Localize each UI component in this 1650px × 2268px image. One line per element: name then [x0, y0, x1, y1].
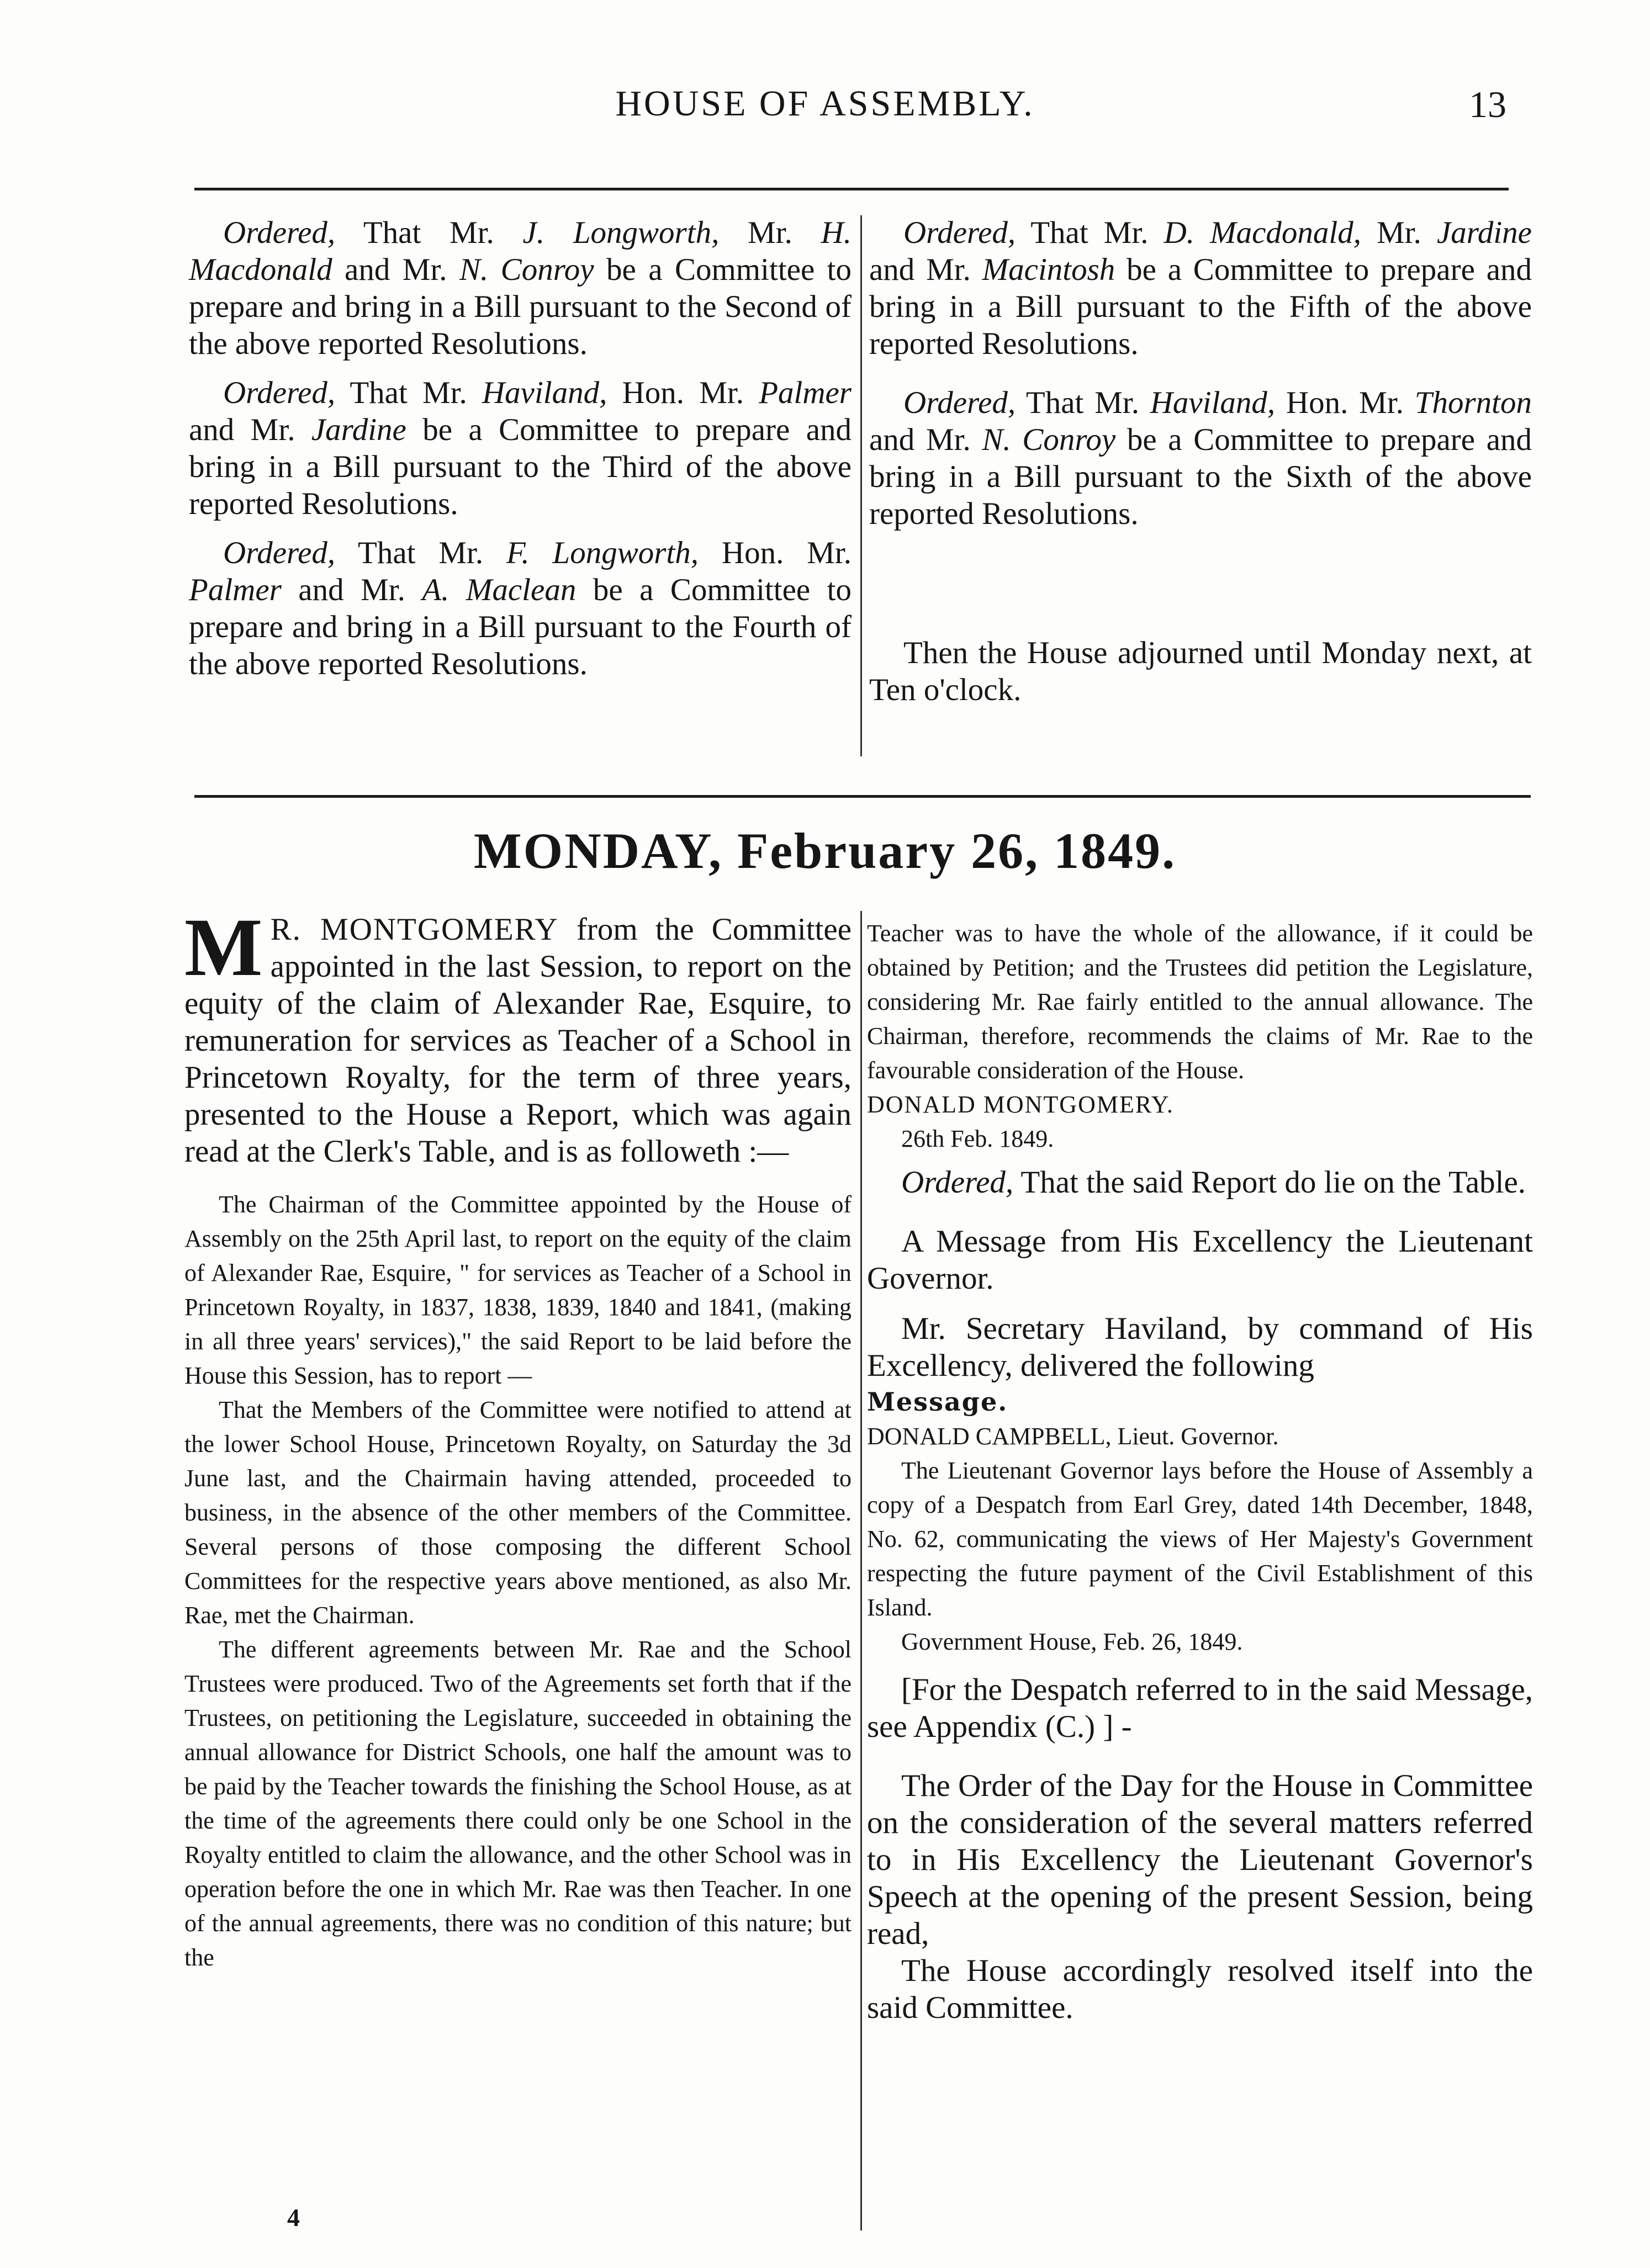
ordered-lie-on-table: Ordered, That the said Report do lie on the Table. — [901, 1165, 1526, 1200]
header-rule — [194, 188, 1509, 190]
message-body: The Lieutenant Governor lays before the House of Assembly a copy of a Despatch from Earl Grey, dated 14th December, 1848, No. 62, communicating the views of Her Majesty's Government respecting the future payment of the Civil Establishment of this Island. — [867, 1457, 1533, 1621]
page-number: 13 — [1469, 83, 1506, 125]
message-intro: A Message from His Excellency the Lieutenant Governor. — [867, 1224, 1533, 1296]
top-left-column — [189, 214, 852, 682]
report-paragraph: The different agreements between Mr. Rae and the School Trustees were produced. Two of the Agreements set forth that if the Trustees, on petitioning the Legislature, succeeded in obtaining the annual allowance for District Schools, one half the amount was to be paid by the Teacher towards the finishing the School House, as at the time of the agreements there could only be one School in the Royalty entitled to claim the allowance, and the other School was in operation before the one in which Mr. Rae was then Teacher. In one of the annual agreements, there was no condition of this nature; but the — [184, 1636, 852, 1971]
governor-line: DONALD CAMPBELL, Lieut. Governor. — [867, 1423, 1279, 1450]
government-house-date: Government House, Feb. 26, 1849. — [901, 1628, 1243, 1655]
report-paragraph: The Chairman of the Committee appointed by the House of Assembly on the 25th April last, to report on the equity of the claim of Alexander Rae, Esquire, " for services as Teacher of a School in Princetown Royalty, in 1837, 1838, 1839, 1840 and 1841, (making in all three years' services)," the said Report to be laid before the House this Session, has to report — — [184, 1191, 852, 1389]
lower-right-column — [867, 916, 1533, 2026]
report-continuation: Teacher was to have the whole of the allowance, if it could be obtained by Petition; and the Trustees did petition the Legislature, considering Mr. Rae fairly entitled to the annual allowance. The Chairman, therefore, recommends the claims of Mr. Rae to the favourable consideration of the House. — [867, 920, 1533, 1084]
column-divider — [860, 911, 862, 2230]
signature-mark: 4 — [287, 2203, 300, 2232]
order-paragraph: Ordered, That Mr. D. Macdonald, Mr. Jardine and Mr. Macintosh be a Committee to prepare and bring in a Bill pursuant to the Fifth of the above reported Resolutions. — [869, 215, 1532, 361]
order-paragraph: Ordered, That Mr. F. Longworth, Hon. Mr. Palmer and Mr. A. Maclean be a Committee to prepare and bring in a Bill pursuant to the Fourth of the above reported Resolutions. — [189, 536, 852, 681]
message-heading: Message. — [867, 1387, 1008, 1417]
section-rule — [194, 795, 1531, 798]
report-date: 26th Feb. 1849. — [901, 1125, 1054, 1152]
top-right-column — [869, 214, 1532, 708]
running-head: HOUSE OF ASSEMBLY. — [615, 83, 1035, 124]
resolved-into-committee: The House accordingly resolved itself into the said Committee. — [867, 1953, 1533, 2025]
column-divider — [860, 215, 862, 756]
despatch-note: [For the Despatch referred to in the said Message, see Appendix (C.) ] - — [867, 1672, 1533, 1744]
lower-left-column — [184, 902, 852, 1975]
order-paragraph: Ordered, That Mr. J. Longworth, Mr. H. Macdonald and Mr. N. Conroy be a Committee to prepare and bring in a Bill pursuant to the Second of the above reported Resolutions. — [189, 215, 852, 361]
order-of-the-day: The Order of the Day for the House in Committee on the consideration of the several matters referred to in His Excellency the Lieutenant Governor's Speech at the opening of the present Session, being read, — [867, 1768, 1533, 1951]
drop-cap: M — [184, 902, 263, 993]
order-paragraph: Ordered, That Mr. Haviland, Hon. Mr. Thornton and Mr. N. Conroy be a Committee to prepare and bring in a Bill pursuant to the Sixth of the above reported Resolutions. — [869, 385, 1532, 531]
report-signature: DONALD MONTGOMERY. — [867, 1091, 1174, 1118]
adjournment: Then the House adjourned until Monday next, at Ten o'clock. — [869, 635, 1532, 707]
report-paragraph: That the Members of the Committee were notified to attend at the lower School House, Princetown Royalty, on Saturday the 3d June last, and the Chairmain having attended, proceeded to business, in the absence of the other members of the Committee. Several persons of those composing the different School Committees for the respective years above mentioned, as also Mr. Rae, met the Chairman. — [184, 1396, 852, 1629]
opening-paragraph: M R. MONTGOMERY from the Committee appointed in the last Session, to report on the equity of the claim of Alexander Rae, Esquire, to remuneration for services as Teacher of a School in Princetown Royalty, for the term of three years, presented to the House a Report, which was again read at the Clerk's Table, and is as followeth :— — [184, 902, 852, 1169]
day-heading: MONDAY, February 26, 1849. — [473, 823, 1177, 879]
secretary-delivery: Mr. Secretary Haviland, by command of His Excellency, delivered the following — [867, 1311, 1533, 1383]
order-paragraph: Ordered, That Mr. Haviland, Hon. Mr. Palmer and Mr. Jardine be a Committee to prepare and bring in a Bill pursuant to the Third of the above reported Resolutions. — [189, 375, 852, 521]
